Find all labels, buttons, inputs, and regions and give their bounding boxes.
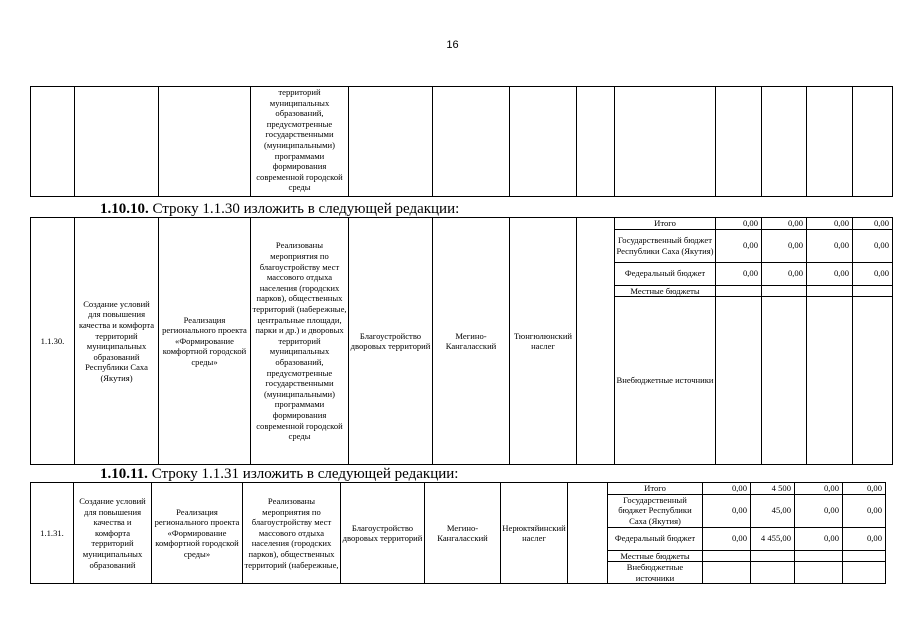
finance-value — [843, 562, 886, 584]
finance-value: 0,00 — [843, 527, 886, 550]
finance-value — [751, 562, 795, 584]
cont-cell-code — [31, 87, 75, 197]
finance-value — [703, 562, 751, 584]
finance-label: Итого — [608, 483, 703, 495]
row-measures: Реализованы мероприятия по благоустройству мест массового отдыха населения (городских парков), общественных территорий (набережные, — [243, 483, 341, 584]
finance-value — [762, 297, 807, 465]
finance-label: Местные бюджеты — [608, 550, 703, 562]
cont-cell-direction — [349, 87, 433, 197]
row-goal: Создание условий для повышения качества и комфорта территорий муниципальных образований — [74, 483, 152, 584]
cont-cell-v2 — [762, 87, 807, 197]
finance-label: Итого — [615, 218, 716, 230]
cont-cell-source — [615, 87, 716, 197]
finance-value: 0,00 — [716, 262, 762, 285]
cont-cell-empty — [577, 87, 615, 197]
cont-cell-district — [433, 87, 510, 197]
finance-value: 0,00 — [843, 483, 886, 495]
finance-value: 0,00 — [795, 527, 843, 550]
finance-value — [853, 285, 893, 297]
finance-value — [795, 550, 843, 562]
row-direction: Благоустройство дворовых территорий — [349, 218, 433, 465]
finance-value: 0,00 — [762, 229, 807, 262]
row-settlement: Нерюктяйинский наслег — [501, 483, 568, 584]
row-1-1-31-table — [30, 482, 886, 584]
continuation-table — [30, 86, 893, 197]
finance-label: Государственный бюджет Республики Саха (Якутия) — [615, 229, 716, 262]
section-heading-1-text: Строку 1.1.30 изложить в следующей редакции: — [152, 201, 460, 217]
cont-cell-v4 — [853, 87, 893, 197]
row-goal: Создание условий для повышения качества и комфорта территорий муниципальных образований Республики Саха (Якутия) — [75, 218, 159, 465]
cont-cell-v1 — [716, 87, 762, 197]
finance-value: 0,00 — [762, 262, 807, 285]
finance-value: 4 500 — [751, 483, 795, 495]
row-district: Мегино-Кангаласский — [425, 483, 501, 584]
finance-value — [716, 285, 762, 297]
finance-value — [795, 562, 843, 584]
finance-value — [843, 550, 886, 562]
cont-cell-project — [159, 87, 251, 197]
finance-label: Федеральный бюджет — [608, 527, 703, 550]
finance-value: 0,00 — [762, 218, 807, 230]
finance-value: 0,00 — [703, 527, 751, 550]
cont-cell-measures: территорий муниципальных образований, предусмотренные государственными (муниципальными) программами формирования современной городской среды — [251, 87, 349, 197]
page-number: 16 — [446, 39, 459, 51]
row-1-1-30-table — [30, 217, 893, 465]
row-empty — [568, 483, 608, 584]
finance-value: 0,00 — [853, 262, 893, 285]
finance-label: Федеральный бюджет — [615, 262, 716, 285]
row-district: Мегино-Кангаласский — [433, 218, 510, 465]
section-heading-1-number: 1.10.10. — [100, 201, 149, 217]
section-heading-2 — [100, 466, 458, 482]
row-project: Реализация регионального проекта «Формирование комфортной городской среды» — [159, 218, 251, 465]
finance-value — [716, 297, 762, 465]
finance-value: 0,00 — [807, 218, 853, 230]
section-heading-2-text: Строку 1.1.31 изложить в следующей редакции: — [151, 466, 459, 482]
cont-cell-settlement — [510, 87, 577, 197]
finance-value: 0,00 — [807, 229, 853, 262]
finance-label: Государственный бюджет Республики Саха (Якутия) — [608, 494, 703, 527]
finance-value: 0,00 — [843, 494, 886, 527]
finance-value — [807, 285, 853, 297]
section-heading-2-number: 1.10.11. — [100, 466, 148, 482]
finance-value — [853, 297, 893, 465]
row-settlement: Тюнгюлюнский наслег — [510, 218, 577, 465]
finance-value: 0,00 — [716, 218, 762, 230]
finance-value — [703, 550, 751, 562]
finance-value: 0,00 — [795, 494, 843, 527]
finance-label: Местные бюджеты — [615, 285, 716, 297]
row-empty — [577, 218, 615, 465]
finance-value: 0,00 — [807, 262, 853, 285]
finance-value: 0,00 — [795, 483, 843, 495]
finance-value: 0,00 — [703, 494, 751, 527]
section-heading-1 — [100, 201, 459, 217]
finance-value — [807, 297, 853, 465]
finance-value: 0,00 — [703, 483, 751, 495]
finance-value: 0,00 — [853, 229, 893, 262]
row-measures: Реализованы мероприятия по благоустройству мест массового отдыха населения (городских парков), общественных территорий (набережные, центральные площади, парки и др.) и дворовых территорий муниципальных образований, предусмотренные государственными (муниципальными) программами формирования современной городской среды — [251, 218, 349, 465]
finance-value: 0,00 — [853, 218, 893, 230]
row-code: 1.1.30. — [31, 218, 75, 465]
row-direction: Благоустройство дворовых территорий — [341, 483, 425, 584]
finance-value: 45,00 — [751, 494, 795, 527]
finance-value: 0,00 — [716, 229, 762, 262]
finance-value: 4 455,00 — [751, 527, 795, 550]
row-code: 1.1.31. — [31, 483, 74, 584]
finance-label: Внебюджетные источники — [615, 297, 716, 465]
row-project: Реализация регионального проекта «Формирование комфортной городской среды» — [152, 483, 243, 584]
cont-cell-v3 — [807, 87, 853, 197]
finance-label: Внебюджетные источники — [608, 562, 703, 584]
finance-value — [762, 285, 807, 297]
finance-value — [751, 550, 795, 562]
cont-cell-goal — [75, 87, 159, 197]
